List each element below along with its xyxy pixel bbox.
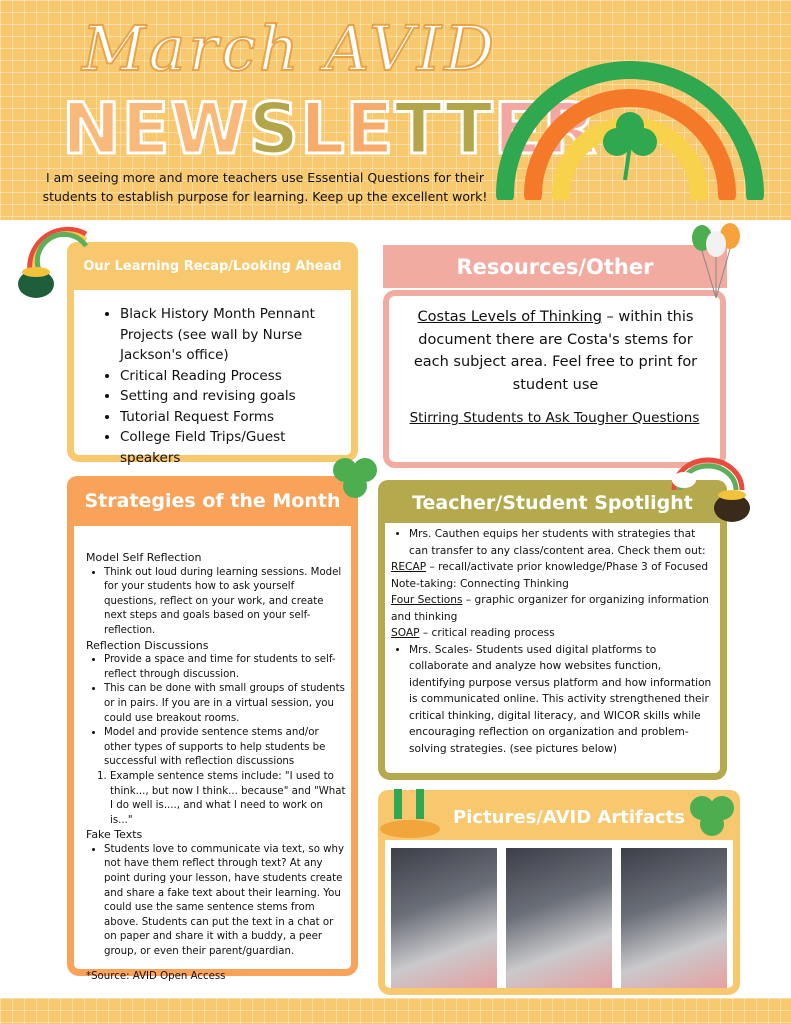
newsletter-header (0, 0, 791, 220)
recap-item: • Tutorial Request Forms (120, 407, 342, 428)
strategy-item: • Think out loud during learning sessions. Model for your students how to ask yourself questions, reflect on your work, and create next steps and goals based on your self-reflection. (104, 566, 348, 639)
s2-list (86, 653, 348, 770)
s1-heading: Model Self Reflection (86, 551, 202, 564)
soap-link[interactable]: SOAP (391, 627, 420, 639)
cauthen-item: • Mrs. Cauthen equips her students with strategies that can transfer to any class/content area. Check them out: (409, 526, 717, 559)
shamrock-icon (327, 448, 383, 504)
title-letter: E (493, 88, 543, 170)
title-letter: S (248, 88, 301, 170)
strategy-item: • This can be done with small groups of students or in pairs. If you are in a virtual session, you could use breakout rooms. (104, 682, 348, 726)
four-sections-text: – graphic organizer for organizing information and thinking (391, 594, 709, 623)
pot-of-gold-icon (16, 222, 88, 302)
strategy-item: • Students love to communicate via text, so why not have them reflect through text? At any point during your lesson, have students create and share a fake text about their learning. You could use the same sentence stems from above. Students can put the text in a chat or on paper and share it with a buddy, a peer group, or even their parent/guardian. (104, 843, 348, 960)
soap-text: – critical reading process (419, 627, 555, 639)
recap-link[interactable]: RECAP (391, 561, 427, 573)
four-sections-link[interactable]: Four Sections (391, 594, 463, 606)
rainbow-pot-icon (668, 450, 752, 524)
title-letter: W (170, 88, 249, 170)
shamrock-icon-2 (684, 786, 740, 842)
recap-list (102, 304, 342, 468)
leprechaun-legs-icon (376, 785, 446, 841)
recap-item: • Black History Month Pennant Projects (see wall by Nurse Jackson's office) (120, 304, 342, 366)
title-letter: N (62, 88, 122, 170)
recap-box (67, 242, 358, 466)
title-letter: T (394, 88, 445, 170)
title-letter: T (444, 88, 494, 170)
balloons-icon (688, 220, 744, 300)
scales-item: • Mrs. Scales- Students used digital platforms to collaborate and analyze how websites function, identifying purpose versus platform and how information is communicated online. This activity strengthened their critical thinking, digital literacy, and WICOR skills while encouraging reflection on organization and problem-solving strategies. (see pictures below) (409, 642, 717, 758)
costas-link[interactable]: Costas Levels of Thinking (417, 309, 602, 325)
strategies-title: Strategies of the Month (67, 476, 358, 526)
s1-list (86, 566, 348, 639)
s3-list (86, 843, 348, 960)
title-letter: R (542, 88, 598, 170)
recap-text: – recall/activate prior knowledge/Phase 3 of Focused Note-taking: Connecting Thinking (391, 561, 709, 590)
resources-box (383, 290, 726, 468)
spotlight-box (378, 480, 727, 780)
pictures-title: Pictures/AVID Artifacts (378, 790, 740, 840)
spotlight-title: Teacher/Student Spotlight (378, 480, 727, 523)
costas-text: – within this document there are Costa's stems for each subject area. Feel free to print for student use (413, 309, 698, 393)
source-note: *Source: AVID Open Access (86, 970, 226, 982)
s2-heading: Reflection Discussions (86, 638, 209, 652)
title-letter: L (300, 88, 346, 170)
resources-title: Resources/Other (383, 245, 727, 288)
strategies-box (67, 476, 358, 982)
tougher-questions-link[interactable]: Stirring Students to Ask Tougher Questions (409, 410, 700, 426)
s3-heading: Fake Texts (86, 828, 143, 842)
title-letter: E (121, 88, 171, 170)
classroom-photo-1 (391, 848, 497, 988)
title-script: March AVID (82, 12, 498, 85)
strategy-item: • Model and provide sentence stems and/or other types of supports to help students be successful with reflection discussions (104, 726, 348, 770)
intro-text: I am seeing more and more teachers use Essential Questions for their students to establish purpose for learning. Keep up the excellent work! (42, 170, 488, 204)
recap-item: • Critical Reading Process (120, 366, 342, 387)
classroom-photo-2 (506, 848, 612, 988)
recap-item: • College Field Trips/Guest speakers (120, 427, 342, 468)
title-letter: E (345, 88, 395, 170)
footer-band (0, 998, 791, 1024)
classroom-photo-3 (621, 848, 727, 988)
recap-item: • Setting and revising goals (120, 386, 342, 407)
recap-title: Our Learning Recap/Looking Ahead (67, 242, 358, 290)
strategy-item: • Provide a space and time for students to self-reflect through discussion. (104, 653, 348, 682)
sentence-stems-item: 1. Example sentence stems include: "I used to think..., but now I think... because" and "What I do well is...., and what I need to work on is..." (110, 770, 348, 828)
rainbow-shamrock-icon (495, 30, 765, 200)
